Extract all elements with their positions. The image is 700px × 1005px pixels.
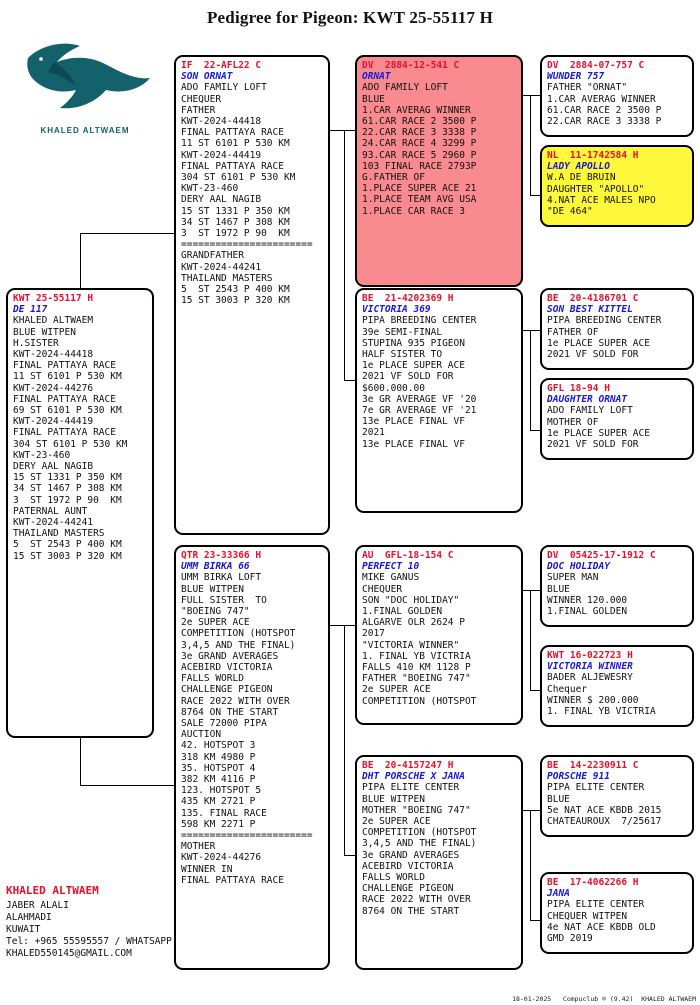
card-gen2-0-ring: DV 2884-12-541 C (362, 60, 460, 71)
text-line: "BOEING 747" (181, 606, 250, 618)
text-line: 3e GRAND AVERAGES (362, 849, 460, 861)
card-gen3-1-ring: NL 11-1742584 H (547, 150, 639, 161)
text-line: 4.NAT ACE MALES NPO (547, 194, 656, 206)
card-gen3-7[interactable] (540, 872, 694, 954)
text-line: ======================= (181, 239, 313, 251)
text-line: 135. FINAL RACE (181, 807, 267, 819)
text-line: 42. HOTSPOT 3 (181, 740, 256, 752)
text-line: 1. FINAL YB VICTRIA (547, 706, 656, 718)
text-line: BLUE WITPEN (362, 793, 425, 805)
text-line: 34 ST 1467 P 308 KM (13, 483, 122, 495)
text-line: 1.FINAL GOLDEN (547, 606, 628, 618)
card-gen2-1-name: VICTORIA 369 (362, 304, 431, 316)
text-line: W.A DE BRUIN (547, 172, 616, 184)
text-line: 24.CAR RACE 4 3299 P (362, 138, 477, 150)
text-line: BADER ALJEWESRY (547, 672, 633, 684)
text-line: THAILAND MASTERS (181, 272, 273, 284)
card-gen3-3-lines (547, 405, 688, 450)
text-line: 3,4,5 AND THE FINAL) (181, 639, 296, 651)
text-line: 7e GR AVERAGE VF '21 (362, 405, 477, 417)
text-line: PATERNAL AUNT (13, 505, 88, 517)
text-line: RACE 2022 WITH OVER (181, 695, 290, 707)
card-gen3-4-name: DOC HOLIDAY (547, 561, 610, 573)
card-subject-lines (13, 315, 148, 561)
text-line: MOTHER "BOEING 747" (362, 804, 471, 816)
text-line: SON "DOC HOLIDAY" (362, 594, 460, 606)
text-line: FATHER "BOEING 747" (362, 673, 471, 685)
card-gen3-1-name: LADY APOLLO (547, 161, 610, 173)
text-line: PIPA BREEDING CENTER (362, 315, 477, 327)
text-line: KWT-2024-44419 (13, 416, 94, 428)
text-line: DERY AAL NAGIB (181, 194, 262, 206)
text-line: 34 ST 1467 P 308 KM (181, 216, 290, 228)
text-line: HALF SISTER TO (362, 349, 443, 361)
connector-g2c-top (520, 590, 540, 591)
text-line: ALAHMADI (6, 912, 52, 923)
text-line: CHALLENGE PIGEON (362, 883, 454, 895)
card-dam-lines (181, 572, 324, 886)
text-line: ADO FAMILY LOFT (547, 405, 633, 417)
text-line: KWT-23-460 (181, 183, 239, 195)
card-sire[interactable] (174, 55, 330, 535)
card-gen2-2-name: PERFECT 10 (362, 561, 420, 573)
text-line: BLUE WITPEN (13, 326, 76, 338)
text-line: 69 ST 6101 P 530 KM (13, 405, 122, 417)
card-gen3-2-ring: BE 20-4186701 C (547, 293, 639, 304)
connector-g2d-bottom (530, 920, 540, 921)
text-line: CHEQUER WITPEN (547, 910, 628, 922)
card-gen3-0-name: WUNDER 757 (547, 71, 605, 83)
text-line: KWT-2024-44241 (181, 261, 262, 273)
card-gen3-5[interactable] (540, 645, 694, 727)
text-line: 1e PLACE SUPER ACE (547, 427, 650, 439)
text-line: PIPA ELITE CENTER (362, 782, 460, 794)
connector-g2c-vertical (530, 590, 531, 690)
connector-g2d-top (520, 810, 540, 811)
text-line: 13e PLACE FINAL VF (362, 438, 465, 450)
text-line: 2021 (362, 427, 385, 439)
text-line: 2e SUPER ACE (181, 617, 250, 629)
connector-dam-vertical (344, 625, 345, 855)
text-line: 15 ST 1331 P 350 KM (13, 472, 122, 484)
text-line: BLUE (547, 793, 570, 805)
card-sire-ring: IF 22-AFL22 C (181, 60, 262, 71)
card-gen3-6-name: PORSCHE 911 (547, 771, 610, 783)
logo-text: KHALED ALTWAEM (40, 126, 130, 135)
text-line: 2e SUPER ACE (362, 684, 431, 696)
card-gen2-0-name: ORNAT (362, 71, 391, 83)
text-line: 39e SEMI-FINAL (362, 326, 443, 338)
text-line: $600.000.00 (362, 382, 425, 394)
owner-name: KHALED ALTWAEM (6, 884, 99, 897)
text-line: 2021 VF SOLD FOR (547, 349, 639, 361)
text-line: 3 ST 1972 P 90 KM (13, 494, 122, 506)
card-gen2-2-lines (362, 572, 517, 706)
text-line: 13e PLACE FINAL VF (362, 416, 465, 428)
text-line: FATHER (181, 104, 216, 116)
print-info: 18-01-2025 Compuclub ® (9.42) KHALED ALTWAEM (512, 995, 696, 1003)
text-line: 2021 VF SOLD FOR (362, 371, 454, 383)
connector-g2c-bottom (530, 690, 540, 691)
text-line: SUPER MAN (547, 572, 599, 584)
card-gen3-1-lines (547, 172, 688, 217)
text-line: WINNER 120.000 (547, 594, 628, 606)
text-line: H.SISTER (13, 337, 59, 349)
text-line: 318 KM 4980 P (181, 751, 256, 763)
text-line: FINAL PATTAYA RACE (13, 393, 116, 405)
text-line: 1.FINAL GOLDEN (362, 606, 443, 618)
connector-g2a-vertical (530, 95, 531, 195)
text-line: 1e PLACE SUPER ACE (547, 337, 650, 349)
text-line: 3e GR AVERAGE VF '20 (362, 393, 477, 405)
card-subject-name: DE 117 (13, 304, 48, 316)
card-gen2-1-lines (362, 315, 517, 449)
connector-sire-vertical (344, 130, 345, 380)
text-line: KWT-23-460 (13, 449, 71, 461)
text-line: "VICTORIA WINNER" (362, 639, 460, 651)
text-line: 61.CAR RACE 2 3500 P (547, 104, 662, 116)
text-line: 15 ST 1331 P 350 KM (181, 205, 290, 217)
text-line: PIPA ELITE CENTER (547, 782, 645, 794)
text-line: ALGARVE OLR 2624 P (362, 617, 465, 629)
card-gen3-7-ring: BE 17-4062266 H (547, 877, 639, 888)
card-gen2-3-lines (362, 782, 517, 916)
card-gen3-3-ring: GFL 18-94 H (547, 383, 610, 394)
connector-g2b-top (520, 330, 540, 331)
card-gen2-1-ring: BE 21-4202369 H (362, 293, 454, 304)
card-gen3-6-ring: BE 14-2230911 C (547, 760, 639, 771)
text-line: 5 ST 2543 P 400 KM (181, 284, 290, 296)
text-line: 103 FINAL RACE 2793P (362, 160, 477, 172)
text-line: ACEBIRD VICTORIA (362, 860, 454, 872)
text-line: 123. HOTSPOT 5 (181, 785, 262, 797)
text-line: G.FATHER OF (362, 172, 425, 184)
card-gen3-7-name: JANA (547, 888, 570, 900)
card-gen2-1[interactable] (355, 288, 523, 513)
page-title: Pedigree for Pigeon: KWT 25-55117 H (206, 8, 494, 27)
text-line: FINAL PATTAYA RACE (13, 360, 116, 372)
text-line: FALLS WORLD (181, 673, 244, 685)
text-line: 1.CAR AVERAG WINNER (362, 104, 471, 116)
text-line: GMD 2019 (547, 933, 593, 945)
text-line: COMPETITION (HOTSPOT (181, 628, 296, 640)
text-line: 2021 VF SOLD FOR (547, 439, 639, 451)
card-sire-lines (181, 82, 324, 306)
card-gen3-3-name: DAUGHTER ORNAT (547, 394, 628, 406)
text-line: DAUGHTER "APOLLO" (547, 183, 645, 195)
card-gen3-5-name: VICTORIA WINNER (547, 661, 633, 673)
card-gen3-2[interactable] (540, 288, 694, 370)
text-line: JABER ALALI (6, 900, 69, 911)
text-line: 11 ST 6101 P 530 KM (13, 371, 122, 383)
card-gen2-3[interactable] (355, 755, 523, 970)
text-line: ======================= (181, 830, 313, 842)
text-line: MOTHER OF (547, 416, 599, 428)
text-line: 22.CAR RACE 3 3338 P (362, 127, 477, 139)
text-line: WINNER $ 200.000 (547, 694, 639, 706)
text-line: BLUE (547, 583, 570, 595)
card-gen3-4-ring: DV 05425-17-1912 C (547, 550, 656, 561)
text-line: CHEQUER (181, 93, 222, 105)
text-line: KWT-2024-44241 (13, 517, 94, 529)
text-line: CHATEAUROUX 7/25617 (547, 816, 662, 828)
text-line: 2017 (362, 628, 385, 640)
text-line: COMPETITION (HOTSPOT (362, 827, 477, 839)
text-line: 8764 ON THE START (362, 905, 460, 917)
card-gen2-3-name: DHT PORSCHE X JANA (362, 771, 465, 783)
text-line: RACE 2022 WITH OVER (362, 894, 471, 906)
card-gen3-0[interactable] (540, 55, 694, 137)
connector-subject-sire (80, 233, 175, 234)
text-line: 304 ST 6101 P 530 KM (13, 438, 128, 450)
text-line: Chequer (547, 683, 588, 695)
card-subject-ring: KWT 25-55117 H (13, 293, 94, 304)
text-line: KWT-2024-44276 (13, 382, 94, 394)
card-gen3-6[interactable] (540, 755, 694, 837)
card-gen3-4-lines (547, 572, 688, 617)
text-line: SALE 72000 PIPA (181, 718, 267, 730)
text-line: BLUE (362, 93, 385, 105)
text-line: DERY AAL NAGIB (13, 461, 94, 473)
text-line: 3 ST 1972 P 90 KM (181, 228, 290, 240)
text-line: FALLS 410 KM 1128 P (362, 662, 471, 674)
text-line: "DE 464" (547, 206, 593, 218)
card-gen3-0-lines (547, 82, 688, 127)
text-line: KWT-2024-44418 (13, 349, 94, 361)
text-line: ADO FAMILY LOFT (362, 82, 448, 94)
text-line: 1.PLACE SUPER ACE 21 (362, 183, 477, 195)
text-line: 61.CAR RACE 2 3500 P (362, 116, 477, 128)
text-line: 35. HOTSPOT 4 (181, 762, 256, 774)
card-gen2-2[interactable] (355, 545, 523, 725)
card-gen3-7-lines (547, 899, 688, 944)
card-gen2-0-lines (362, 82, 517, 216)
card-gen3-2-name: SON BEST KITTEL (547, 304, 633, 316)
text-line: AUCTION (181, 729, 222, 741)
text-line: KHALED550145@GMAIL.COM (6, 948, 132, 959)
card-gen2-3-ring: BE 20-4157247 H (362, 760, 454, 771)
text-line: 15 ST 3003 P 320 KM (13, 550, 122, 562)
text-line: GRANDFATHER (181, 250, 244, 262)
card-dam-name: UMM BIRKA 66 (181, 561, 250, 573)
card-gen2-0[interactable] (355, 55, 523, 287)
text-line: 598 KM 2271 P (181, 818, 256, 830)
card-gen3-2-lines (547, 315, 688, 360)
text-line: 93.CAR RACE 5 2960 P (362, 149, 477, 161)
text-line: KWT-2024-44419 (181, 149, 262, 161)
card-gen2-2-ring: AU GFL-18-154 C (362, 550, 454, 561)
text-line: CHEQUER (362, 583, 403, 595)
text-line: ACEBIRD VICTORIA (181, 662, 273, 674)
text-line: FATHER "ORNAT" (547, 82, 628, 94)
text-line: 1.PLACE TEAM AVG USA (362, 194, 477, 206)
text-line: PIPA ELITE CENTER (547, 899, 645, 911)
text-line: MIKE GANUS (362, 572, 420, 584)
connector-g2a-bottom (530, 195, 540, 196)
card-dam-ring: QTR 23-33366 H (181, 550, 262, 561)
text-line: 4e NAT ACE KBDB OLD (547, 921, 656, 933)
text-line: PIPA BREEDING CENTER (547, 315, 662, 327)
card-subject[interactable] (6, 288, 154, 738)
card-gen3-1[interactable] (540, 145, 694, 227)
connector-g2a-top (520, 95, 540, 96)
text-line: Tel: +965 55595557 / WHATSAPP (6, 936, 172, 947)
text-line: ADO FAMILY LOFT (181, 82, 267, 94)
text-line: 1.CAR AVERAG WINNER (547, 93, 656, 105)
text-line: UMM BIRKA LOFT (181, 572, 262, 584)
text-line: 11 ST 6101 P 530 KM (181, 138, 290, 150)
text-line: KUWAIT (6, 924, 41, 935)
text-line: 304 ST 6101 P 530 KM (181, 172, 296, 184)
text-line: BLUE WITPEN (181, 583, 244, 595)
text-line: 8764 ON THE START (181, 706, 279, 718)
text-line: FINAL PATTAYA RACE (13, 427, 116, 439)
text-line: 2e SUPER ACE (362, 816, 431, 828)
text-line: 22.CAR RACE 3 3338 P (547, 116, 662, 128)
card-gen3-6-lines (547, 782, 688, 827)
owner-lines (6, 900, 206, 960)
text-line: WINNER IN (181, 863, 233, 875)
text-line: FATHER OF (547, 326, 599, 338)
text-line: KHALED ALTWAEM (13, 315, 94, 327)
text-line: FINAL PATTAYA RACE (181, 160, 284, 172)
text-line: 5e NAT ACE KBDB 2015 (547, 804, 662, 816)
text-line: CHALLENGE PIGEON (181, 684, 273, 696)
connector-subject-dam (80, 785, 175, 786)
text-line: COMPETITION (HOTSPOT (362, 695, 477, 707)
text-line: 435 KM 2721 P (181, 796, 256, 808)
logo (10, 28, 160, 143)
text-line: MOTHER (181, 841, 216, 853)
card-gen3-0-ring: DV 2884-07-757 C (547, 60, 645, 71)
text-line: 1. FINAL YB VICTRIA (362, 650, 471, 662)
text-line: 15 ST 3003 P 320 KM (181, 295, 290, 307)
text-line: 1.PLACE CAR RACE 3 (362, 205, 465, 217)
text-line: KWT-2024-44276 (181, 852, 262, 864)
text-line: FULL SISTER TO (181, 594, 267, 606)
owner-footer (6, 885, 206, 960)
text-line: STUPINA 935 PIGEON (362, 337, 465, 349)
text-line: 5 ST 2543 P 400 KM (13, 539, 122, 551)
text-line: 3,4,5 AND THE FINAL) (362, 838, 477, 850)
connector-dam-top (330, 625, 355, 626)
connector-sire-top (330, 130, 355, 131)
text-line: 382 KM 4116 P (181, 774, 256, 786)
text-line: FINAL PATTAYA RACE (181, 874, 284, 886)
text-line: THAILAND MASTERS (13, 528, 105, 540)
card-gen3-5-ring: KWT 16-022723 H (547, 650, 633, 661)
card-gen3-3[interactable] (540, 378, 694, 460)
text-line: 3e GRAND AVERAGES (181, 650, 279, 662)
text-line: FALLS WORLD (362, 872, 425, 884)
connector-g2b-vertical (530, 330, 531, 430)
card-gen3-5-lines (547, 672, 688, 717)
card-sire-name: SON ORNAT (181, 71, 233, 83)
connector-g2b-bottom (530, 430, 540, 431)
text-line: FINAL PATTAYA RACE (181, 127, 284, 139)
text-line: KWT-2024-44418 (181, 116, 262, 128)
connector-g2d-vertical (530, 810, 531, 920)
text-line: 1e PLACE SUPER ACE (362, 360, 465, 372)
card-gen3-4[interactable] (540, 545, 694, 627)
